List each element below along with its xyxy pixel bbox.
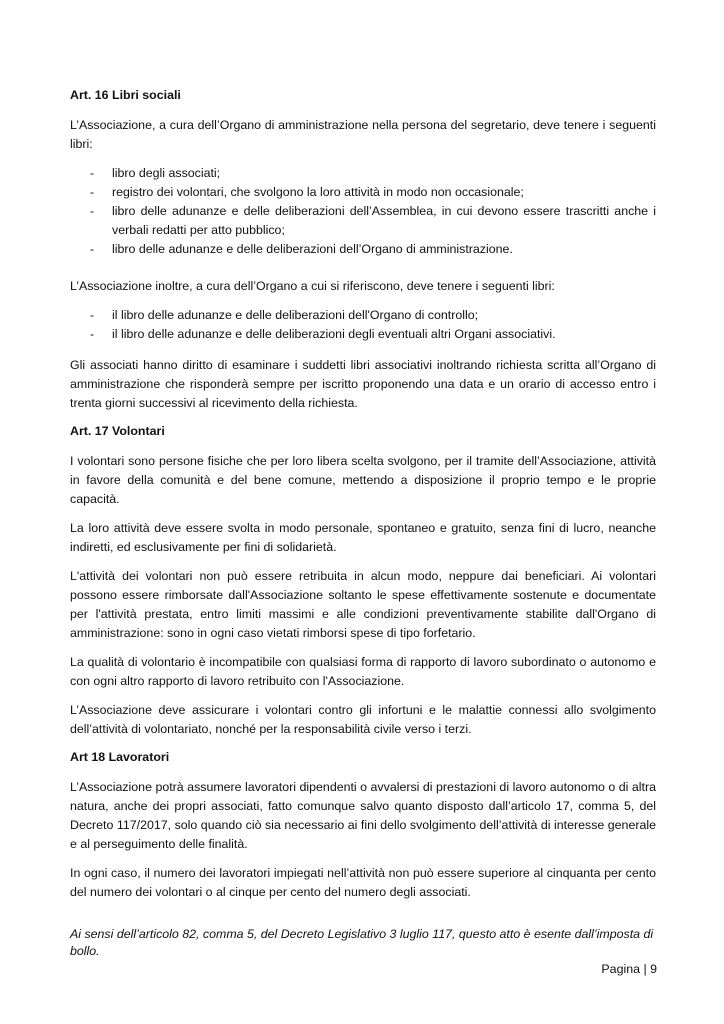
- art16-closing: Gli associati hanno diritto di esaminare i suddetti libri associativi inoltrando richiesta scritta all’Organo di amministrazione che risponderà sempre per iscritto proponendo una data e un orario di accesso entro i trenta giorni successivi al ricevimento della richiesta.: [70, 358, 656, 410]
- art17-paragraph: La loro attività deve essere svolta in modo personale, spontaneo e gratuito, senza fini di lucro, neanche indiretti, ed esclusivamente per fini di solidarietà.: [70, 521, 656, 554]
- art17-paragraph: L'attività dei volontari non può essere retribuita in alcun modo, neppure dai beneficiari. Ai volontari possono essere rimborsate dall'Associazione soltanto le spese effettivamente sostenute e documentate per l'attività prestata, entro limiti massimi e alle condizioni preventivamente stabilite dall'Organo di amministrazione: sono in ogni caso vietati rimborsi spese di tipo forfetario.: [70, 569, 656, 640]
- art17-paragraph: I volontari sono persone fisiche che per loro libera scelta svolgono, per il tramite dell’Associazione, attività in favore della comunità e del bene comune, mettendo a disposizione il proprio tempo e le proprie capacità.: [70, 454, 656, 506]
- stamp-duty-note: Ai sensi dell’articolo 82, comma 5, del Decreto Legislativo 3 luglio 117, questo atto è esente dall’imposta di bollo.: [70, 927, 654, 958]
- art16-books-list: [70, 164, 656, 259]
- art17-paragraph: La qualità di volontario è incompatibile con qualsiasi forma di rapporto di lavoro subordinato o autonomo e con ogni altro rapporto di lavoro retribuito con l'Associazione.: [70, 655, 656, 688]
- art16-organs-list: [70, 306, 656, 344]
- list-item: - libro delle adunanze e delle deliberazioni dell’Organo di amministrazione.: [90, 242, 513, 256]
- list-item: - il libro delle adunanze e delle deliberazioni dell'Organo di controllo;: [90, 308, 479, 322]
- art18-paragraph: In ogni caso, il numero dei lavoratori impiegati nell’attività non può essere superiore al cinquanta per cento del numero dei volontari o al cinque per cento del numero degli associati.: [70, 866, 656, 899]
- page-number: Pagina | 9: [601, 962, 657, 976]
- list-item: - libro degli associati;: [90, 166, 221, 180]
- art18-heading: Art 18 Lavoratori: [70, 750, 170, 764]
- art16-heading: Art. 16 Libri sociali: [70, 88, 181, 102]
- art16-intro2: L’Associazione inoltre, a cura dell’Organo a cui si riferiscono, deve tenere i seguenti libri:: [70, 279, 555, 293]
- art16-intro: L’Associazione, a cura dell’Organo di amministrazione nella persona del segretario, deve tenere i seguenti libri:: [70, 118, 656, 151]
- art17-paragraph: L’Associazione deve assicurare i volontari contro gli infortuni e le malattie connessi allo svolgimento dell’attività di volontariato, nonché per la responsabilità civile verso i terzi.: [70, 703, 656, 736]
- list-item: - il libro delle adunanze e delle deliberazioni degli eventuali altri Organi associativi.: [90, 327, 556, 341]
- list-item: - libro delle adunanze e delle deliberazioni dell’Assemblea, in cui devono essere trascritti anche i verbali redatti per atto pubblico;: [90, 204, 656, 237]
- art18-paragraph: L’Associazione potrà assumere lavoratori dipendenti o avvalersi di prestazioni di lavoro autonomo o di altra natura, anche dei propri associati, fatto comunque salvo quanto disposto dall’articolo 17, comma 5, del Decreto 117/2017, solo quando ciò sia necessario ai fini dello svolgimento dell’attività di interesse generale e al perseguimento delle finalità.: [70, 780, 656, 851]
- art17-heading: Art. 17 Volontari: [70, 424, 165, 438]
- document-page: [70, 87, 656, 912]
- list-item: - registro dei volontari, che svolgono la loro attività in modo non occasionale;: [90, 185, 524, 199]
